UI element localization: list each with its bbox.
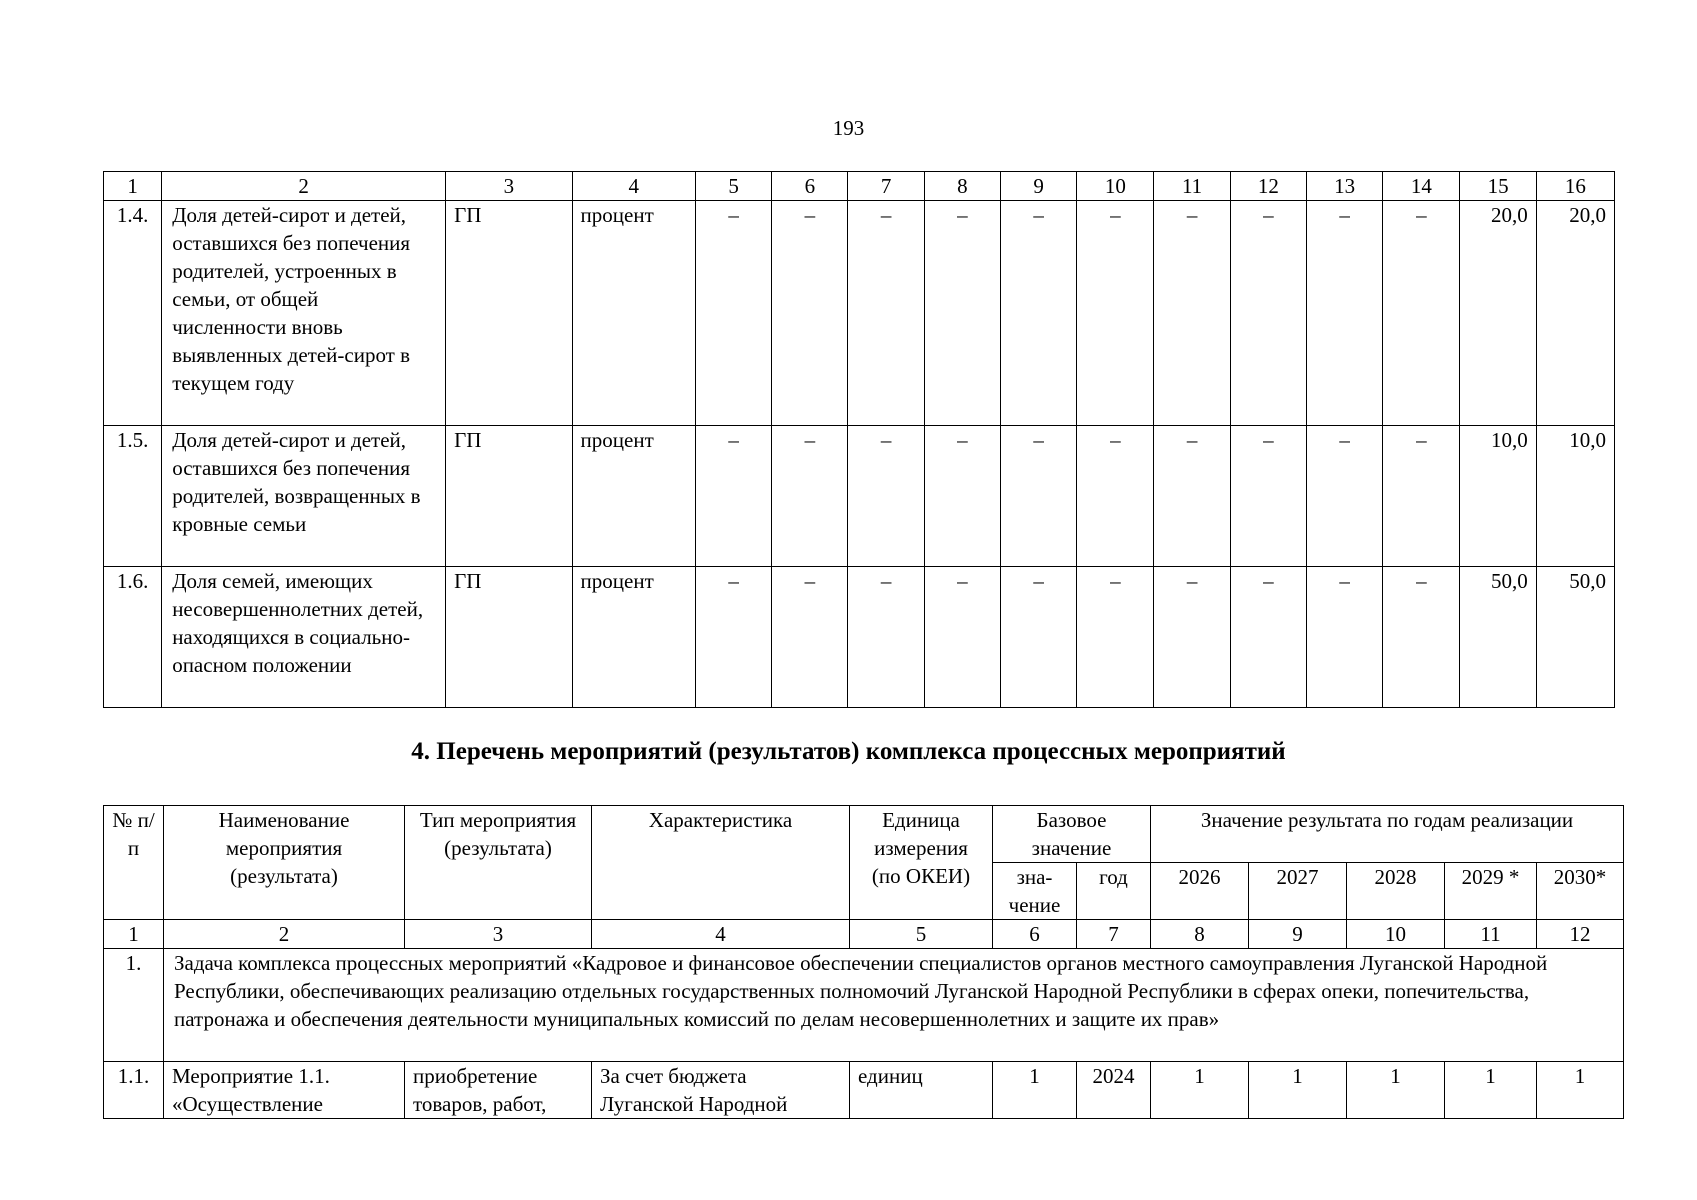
row-value: 50,0: [1536, 567, 1614, 708]
header-year: 2027: [1249, 863, 1347, 920]
column-number: 9: [1249, 920, 1347, 949]
row-num: 1.6.: [104, 567, 162, 708]
row-value: –: [1306, 201, 1382, 426]
row-value: –: [1230, 426, 1306, 567]
column-number: 7: [848, 172, 924, 201]
page-number: 193: [832, 116, 865, 140]
header-type: Тип мероприятия (результата): [405, 806, 592, 920]
column-number: 3: [446, 172, 572, 201]
row-unit: процент: [572, 426, 695, 567]
table-row: [104, 1062, 1624, 1119]
column-numbers-row: [104, 920, 1624, 949]
row-name: Доля семей, имеющих несовершеннолетних детей, находящихся в социально-опасном положении: [162, 567, 446, 708]
row-type: ГП: [446, 201, 572, 426]
row-unit: процент: [572, 201, 695, 426]
row-value: –: [1154, 201, 1230, 426]
header-unit: Единица измерения (по ОКЕИ): [850, 806, 993, 920]
column-numbers-row: [104, 172, 1615, 201]
row-value: –: [1383, 567, 1460, 708]
row-value: –: [1000, 426, 1076, 567]
row-value: –: [1077, 567, 1154, 708]
column-number: 11: [1445, 920, 1537, 949]
table-row: [104, 201, 1615, 426]
row-value: 20,0: [1536, 201, 1614, 426]
row-value: 1: [1151, 1062, 1249, 1119]
header-year: 2029 *: [1445, 863, 1537, 920]
row-base-year: 2024: [1077, 1062, 1151, 1119]
table-row: [104, 567, 1615, 708]
column-number: 14: [1383, 172, 1460, 201]
row-value: –: [848, 201, 924, 426]
column-number: 8: [1151, 920, 1249, 949]
row-base-value: 1: [993, 1062, 1077, 1119]
header-row: [104, 806, 1624, 863]
header-num: № п/п: [104, 806, 164, 920]
row-value: –: [924, 426, 1000, 567]
row-name: Доля детей-сирот и детей, оставшихся без попечения родителей, устроенных в семьи, от общей численности вновь выявленных детей-сирот в текущем году: [162, 201, 446, 426]
row-value: –: [924, 567, 1000, 708]
header-year: 2030*: [1537, 863, 1624, 920]
column-number: 12: [1537, 920, 1624, 949]
column-number: 15: [1460, 172, 1536, 201]
row-value: 1: [1445, 1062, 1537, 1119]
header-base-value: зна-чение: [993, 863, 1077, 920]
column-number: 10: [1347, 920, 1445, 949]
column-number: 6: [772, 172, 848, 201]
section-title: 4. Перечень мероприятий (результатов) комплекса процессных мероприятий: [411, 738, 1286, 765]
row-value: –: [1306, 426, 1382, 567]
row-value: –: [772, 567, 848, 708]
row-value: –: [848, 426, 924, 567]
column-number: 2: [162, 172, 446, 201]
header-characteristic: Характеристика: [592, 806, 850, 920]
task-text: Задача комплекса процессных мероприятий «Кадровое и финансовое обеспечении специалистов органов местного самоуправления Луганской Народной Республики, обеспечивающих реализацию отдельных государственных полномочий Луганской Народной Республики в сферах опеки, попечительства, патронажа и обеспечения деятельности муниципальных комиссий по делам несовершеннолетних и защите их прав»: [164, 949, 1624, 1062]
column-number: 6: [993, 920, 1077, 949]
column-number: 2: [164, 920, 405, 949]
row-name: Мероприятие 1.1. «Осуществление: [164, 1062, 405, 1119]
row-value: 10,0: [1536, 426, 1614, 567]
column-number: 13: [1306, 172, 1382, 201]
column-number: 4: [592, 920, 850, 949]
task-row: [104, 949, 1624, 1062]
row-value: 1: [1537, 1062, 1624, 1119]
row-num: 1.5.: [104, 426, 162, 567]
row-value: –: [1306, 567, 1382, 708]
row-value: 1: [1347, 1062, 1445, 1119]
row-num: 1.4.: [104, 201, 162, 426]
task-num: 1.: [104, 949, 164, 1062]
column-number: 12: [1230, 172, 1306, 201]
header-name: Наименование мероприятия (результата): [164, 806, 405, 920]
row-value: 50,0: [1460, 567, 1536, 708]
row-value: –: [924, 201, 1000, 426]
header-base-year: год: [1077, 863, 1151, 920]
row-value: –: [1230, 567, 1306, 708]
row-value: –: [695, 201, 771, 426]
column-number: 11: [1154, 172, 1230, 201]
row-value: –: [1230, 201, 1306, 426]
column-number: 4: [572, 172, 695, 201]
row-value: –: [1383, 426, 1460, 567]
column-number: 3: [405, 920, 592, 949]
row-unit: единиц: [850, 1062, 993, 1119]
row-value: –: [695, 426, 771, 567]
row-value: –: [772, 201, 848, 426]
row-value: –: [1077, 426, 1154, 567]
activities-table: [103, 805, 1624, 1119]
column-number: 9: [1000, 172, 1076, 201]
header-years-group: Значение результата по годам реализации: [1151, 806, 1624, 863]
row-value: –: [1000, 567, 1076, 708]
row-value: 1: [1249, 1062, 1347, 1119]
header-base: Базовое значение: [993, 806, 1151, 863]
column-number: 16: [1536, 172, 1614, 201]
row-value: 10,0: [1460, 426, 1536, 567]
column-number: 10: [1077, 172, 1154, 201]
column-number: 5: [695, 172, 771, 201]
row-value: –: [1154, 426, 1230, 567]
row-value: –: [1077, 201, 1154, 426]
row-type: приобретение товаров, работ,: [405, 1062, 592, 1119]
row-value: –: [1383, 201, 1460, 426]
column-number: 5: [850, 920, 993, 949]
row-unit: процент: [572, 567, 695, 708]
header-year: 2026: [1151, 863, 1249, 920]
column-number: 8: [924, 172, 1000, 201]
row-value: –: [772, 426, 848, 567]
row-name: Доля детей-сирот и детей, оставшихся без попечения родителей, возвращенных в кровные семьи: [162, 426, 446, 567]
header-year: 2028: [1347, 863, 1445, 920]
table-row: [104, 426, 1615, 567]
row-value: –: [1154, 567, 1230, 708]
row-value: –: [1000, 201, 1076, 426]
row-num: 1.1.: [104, 1062, 164, 1119]
row-value: –: [848, 567, 924, 708]
column-number: 1: [104, 172, 162, 201]
row-characteristic: За счет бюджета Луганской Народной: [592, 1062, 850, 1119]
indicators-table: [103, 171, 1615, 708]
row-value: 20,0: [1460, 201, 1536, 426]
column-number: 1: [104, 920, 164, 949]
row-type: ГП: [446, 567, 572, 708]
row-value: –: [695, 567, 771, 708]
row-type: ГП: [446, 426, 572, 567]
column-number: 7: [1077, 920, 1151, 949]
